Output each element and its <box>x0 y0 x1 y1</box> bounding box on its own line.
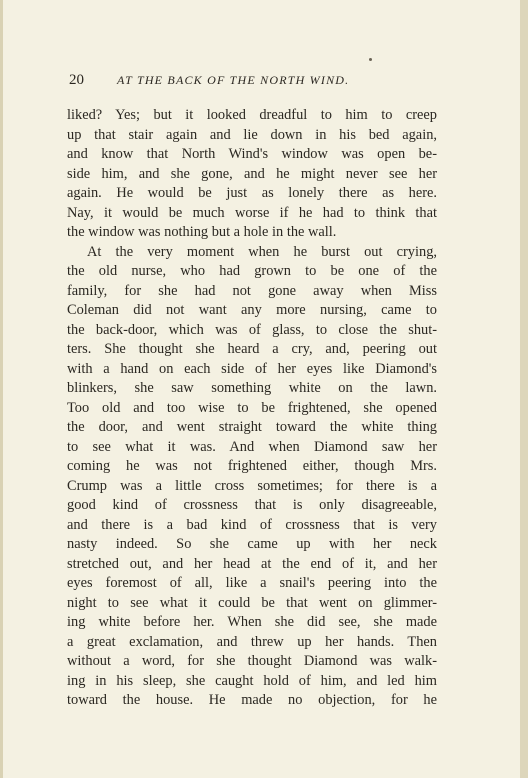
page-speck <box>369 58 372 61</box>
text-line: to see what it was. And when Diamond saw her <box>67 438 437 455</box>
text-line: good kind of crossness that is only disagreeable, <box>67 497 437 513</box>
paragraph <box>67 243 437 711</box>
text-line: without a word, for she thought Diamond was walk- <box>67 653 437 669</box>
text-line: ters. She thought she heard a cry, and, peering out <box>67 341 437 357</box>
text-line: liked? Yes; but it looked dreadful to him to creep <box>67 107 437 123</box>
text-line: the old nurse, who had grown to be one of the <box>67 263 437 279</box>
text-line: blinkers, she saw something white on the lawn. <box>67 380 437 396</box>
text-line: toward the house. He made no objection, for he <box>67 692 437 708</box>
text-line: the window was nothing but a hole in the wall. <box>67 224 337 240</box>
text-line: with a hand on each side of her eyes like Diamond's <box>67 360 437 377</box>
body-text <box>67 106 437 711</box>
running-head: AT THE BACK OF THE NORTH WIND. <box>117 73 350 87</box>
text-line: Crump was a little cross sometimes; for there is a <box>67 477 437 494</box>
page-number: 20 <box>69 72 84 88</box>
text-line: the door, and went straight toward the white thing <box>67 419 437 435</box>
text-line: up that stair again and lie down in his bed again, <box>67 126 437 143</box>
text-line: stretched out, and her head at the end of it, and her <box>67 555 437 572</box>
text-line: a great exclamation, and threw up her hands. Then <box>67 633 437 650</box>
text-line: eyes foremost of all, like a snail's peering into the <box>67 575 437 591</box>
text-line: and there is a bad kind of crossness that is very <box>67 516 437 533</box>
text-line: again. He would be just as lonely there as here. <box>67 185 437 201</box>
text-line: At the very moment when he burst out crying, <box>87 243 437 260</box>
paragraph <box>67 106 437 243</box>
text-line: family, for she had not gone away when Miss <box>67 282 437 299</box>
text-line: and know that North Wind's window was open be- <box>67 146 437 162</box>
text-line: Coleman did not want any more nursing, came to <box>67 302 437 318</box>
text-line: side him, and she gone, and he might never see her <box>67 165 437 182</box>
text-line: ing white before her. When she did see, she made <box>67 614 437 630</box>
text-line: the back-door, which was of glass, to close the shut- <box>67 321 437 338</box>
text-line: ing in his sleep, she caught hold of him, and led him <box>67 672 437 689</box>
text-line: coming he was not frightened either, though Mrs. <box>67 458 437 474</box>
text-line: night to see what it could be that went on glimmer- <box>67 594 437 611</box>
text-line: Nay, it would be much worse if he had to think that <box>67 204 437 221</box>
text-line: nasty indeed. So she came up with her neck <box>67 536 437 552</box>
text-line: Too old and too wise to be frightened, she opened <box>67 399 437 416</box>
